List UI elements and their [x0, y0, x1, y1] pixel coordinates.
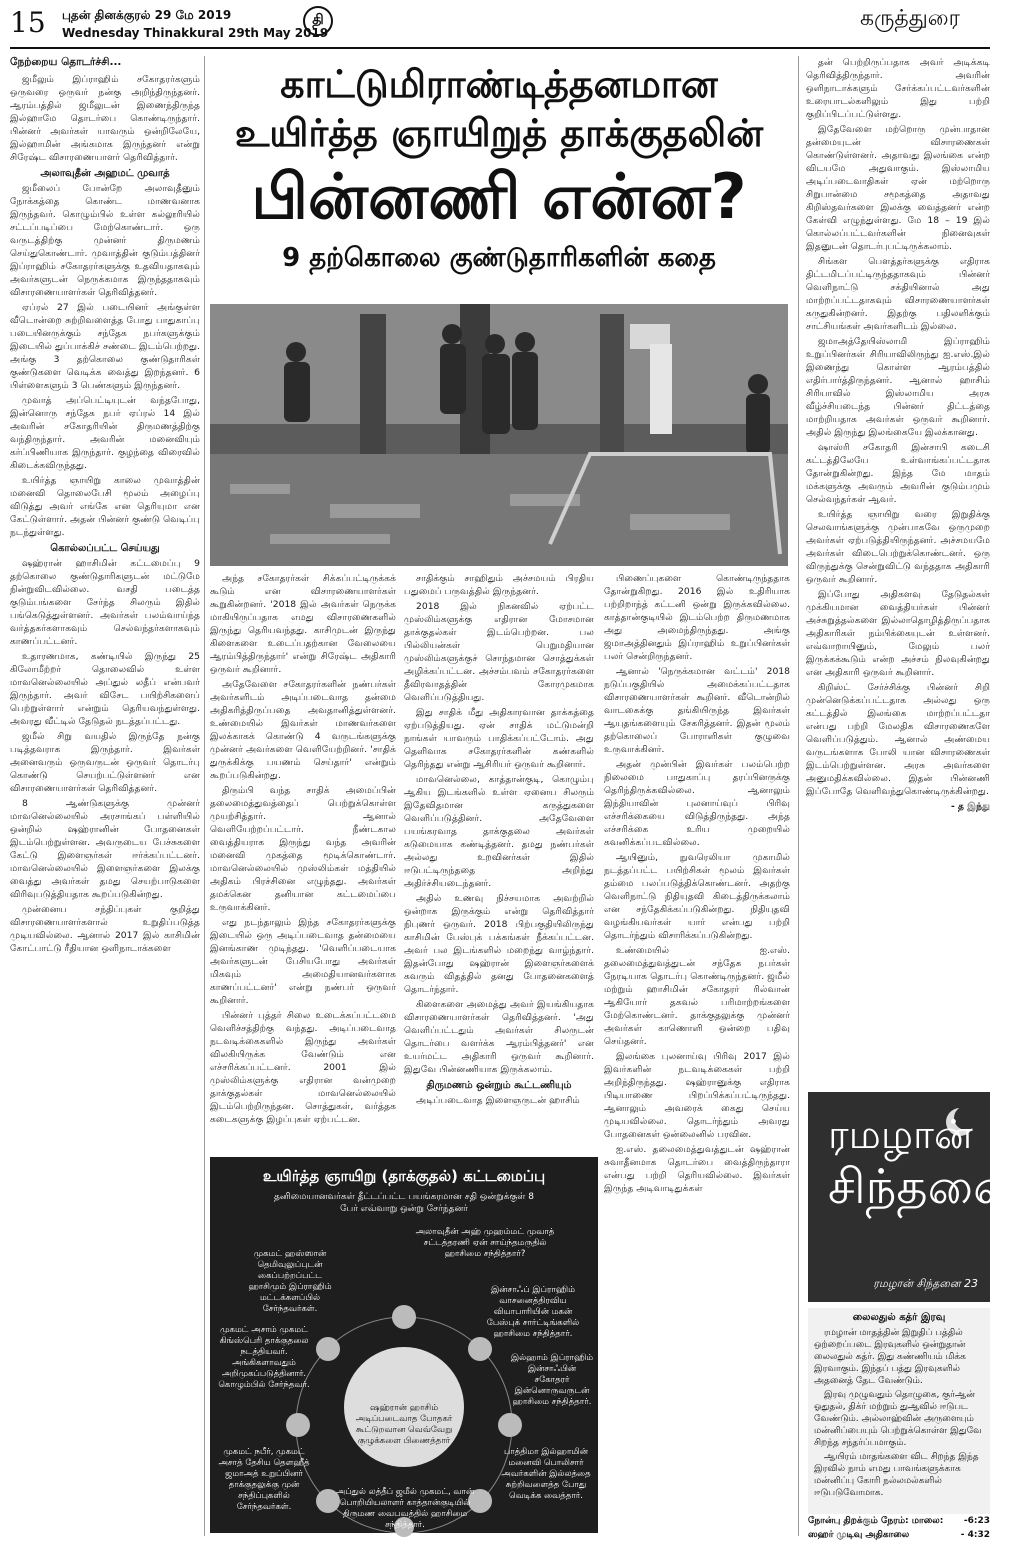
paragraph: இதேவேளை மற்றொரு முன்பாதான தன்மையுடன் விசாரணைகள் கொண்டுள்ளனர். அதாவது இலங்கை என்ற விடயமே அதுவாகும். இஸ்லாமிய அடிப்படைவாதிகள் ஏன் மற்றொரு சிறுபான்மை சமூகத்தை அதாவது கிறிஸ்தவர்களை இலக்கு வைத்தனர் என்ற கேள்வி எழுந்துள்ளது. மே 18 – 19 இல் கொல்லப்பட்டவர்களின் நினைவுகள் இதனுடன் தொடர்புபட்டிருக்கலாம்.	[806, 124, 990, 252]
ramzan-article	[808, 1308, 990, 1514]
ramzan-subtitle: ரமழான் சிந்தனை 23	[873, 1277, 978, 1290]
subheading: அலாவுதீன் அஹமட் முவாத்	[40, 168, 170, 179]
paragraph: ஜமீலும் இப்ராஹிம் சகோதரர்களும் ஒருவரை ஒருவர் நன்கு அறிந்திருந்தனர். ஆரம்பத்தில் ஜமீலுடன் இணைந்திருந்த இல்ஹாமே தொடர்பை கொண்டிருந்தார். பின்னர் அவர்கள் யாவரும் ஒன்றிலேயே, இல்ஹாமின் அங்கமாக இருந்தனர் என்று சிரேஷ்ட விசாரணையாளர் தெரிவித்தார்.	[10, 74, 200, 163]
paragraph: ரமழான் மாதத்தின் இறுதிப் பத்தில் ஒற்றைப்படை இரவுகளில் ஒன்றுதான் லைலதுல் கத்ர். இது கண்ணியம் மிக்க இரவாகும். இந்தப் பத்து இரவுகளில் அதனைத் தேட வேண்டும்.	[814, 1328, 966, 1386]
node-label: முகமட் ஹஸ்ஸான் தெமிவுலுப்புடன் கைப்பற்றப்பட்ட ஹாசிமும் இப்ராஹிம் மட்டக்களப்பில் சேர்ந்தவர்கள்.	[248, 1249, 332, 1314]
paragraph: அந்த சகோதரர்கள் சிக்கப்பட்டிருக்கக் கூடும் என விசாரணையாளர்கள் கூறுகின்றனர். '2018 இல் அவர்கள் நெருக்க மாகியிருப்பதாக எமது விசாரணைகளில் இருந்து தெரியவந்தது. காசிமுடன் இருந்து கிளைகளை உடைப்பதற்கான வேலையை ஆரம்பித்திருந்தார்' என்று சிரேஷ்ட அதிகாரி ஒருவர் கூறினார்.	[210, 573, 396, 675]
paragraph: தன் பெற்றிருப்பதாக அவர் அடிக்கடி தெரிவித்திருந்தார். அவரின் ஒளிநாடாக்களும் சேர்க்கப்பட்டவர்களின் உரையாடல்களிலும் இது பற்றி குறிப்பிடப்பட்டுள்ளது.	[806, 57, 990, 120]
paragraph: முவாத் அப்பெட்டியுடன் வந்தபோது, இன்னொரு சந்தேக நபர் ஏப்ரல் 14 இல் அவரின் சகோதரியின் திருமணத்திற்கு வந்திருந்தார். அவரின் மனைவியும் கர்ப்பிணியாக இருந்தார். குழந்தை விரைவில் கிடைக்கவிருந்தது.	[10, 395, 200, 471]
column-3	[404, 572, 594, 1152]
ramzan-banner	[808, 1092, 1020, 1302]
paragraph: இது சாதிக் மீது அதிகாரவான தாக்கத்தை ஏற்படுத்தியது. ஏன் சாதிக் மட்டுமன்றி நாங்கள் யாவரும் பாதிக்கப்பட்டோம். அது தெளிவாக சகோதரர்களின் கண்களில் தெரிந்தது என்று ஆசிரியர் ஒருவர் கூறினார்.	[404, 707, 594, 770]
section-title: கருத்துரை	[859, 6, 960, 31]
ramzan-title-2: சிந்தனை	[828, 1159, 1020, 1215]
paragraph: ஐ.எஸ். தலைமைத்துவத்துடன் ஷஹ்ரான் சுவாதீனமாக தொடர்பை வைத்திருந்தாரா என்பது பற்றி தெரியவில்லை. இவர்கள் இருந்த அடிவாடிதுக்கள்	[604, 1144, 790, 1194]
date-line-english: Wednesday Thinakkural 29th May 2019	[62, 26, 329, 40]
paragraph: சாதிக்கும் சாஹிதும் அச்சமயம் பிரதிய பதுமைப் பருவத்தில் இருந்தனர்.	[404, 573, 594, 597]
node-label: அப்துல் லத்தீப் ஜமீல் முகமட், வான் பொறியியலாளர் காத்தான்குடியில் திருமண வைபவத்தில் ஹாசிமை சந்தித்தார்.	[335, 1487, 475, 1530]
column-divider	[204, 56, 205, 1536]
paragraph: திரும்பி வந்த சாதிக் அமைப்பின் தலைமைத்துவத்தைப் பெற்றுக்கொள்ள முயற்சித்தார். ஆனால் வெளியேற்றப்பட்டார். நீண்டகால வைத்தியராக இருந்து வந்த அவரின் மனைவி முகத்தை மூடிக்கொண்டார். மாவனெல்லையில் முஸ்லிம்கள் மத்தியில் அதிகம் பிரச்சினை எழுந்தது. அவர்கள் தமக்கென தனியான கட்டமைப்பை உருவாக்கினர்.	[210, 785, 396, 913]
headline-line-3: பின்னணி என்ன?	[251, 160, 747, 233]
node-label: முகமட் நபீர், முகமட் அசாத் தேசிய தௌஹீத் ஜமாஅத் உறுப்பினர் தாக்குதலுக்கு முன் சந்திப்புகளில் சேர்ந்தவர்கள்.	[218, 1447, 310, 1512]
paragraph: ஜமாஅத்தேயிஸ்லாமி இப்ராஹிம் உறுப்பினர்கள் சிரியாவிலிருந்து ஐ.எஸ்.இல் இணைந்து கொள்ள ஆரம்பத்தில் எதிர்பார்த்திருந்தனர். ஆனால் ஹாசிம் சிரியாவில் இஸ்லாமிய அரசு வீழ்ச்சியடைந்த பின்னர் திட்டத்தை மாற்றியதாக அவர்கள் ஒருவர் கூறினார். அதில் இருந்து இலங்கையே இலக்கானது.	[806, 336, 990, 438]
paragraph: ஆயினும், நுவரெலியா முகாமில் நடத்தப்பட்ட பயிற்சிகள் மூலம் இவர்கள் தம்மை பலப்படுத்திக்கொண்டனர். அதற்கு வெளிநாட்டு நிதியுதவி கிடைத்திருக்கலாம் என சந்தேகிக்கப்படுகின்றது. நிதியுதவி வழங்கியவர்கள் யார் என்பது பற்றி தொடர்ந்தும் விசாரிக்கப்படுகின்றது.	[604, 852, 790, 941]
iftar-label: நோன்பு திறக்கும் நேரம்: மாலை:	[808, 1516, 944, 1526]
paragraph: அதேவேளை சகோதரர்களின் நண்பர்கள் அவர்களிடம் அடிப்படைவாத தன்மை அதிகரித்திருப்பதை அவதானித்துள்ளனர். உண்மையில் இவர்கள் மாணவர்களை இலக்காகக் கொண்டு 4 வருடங்களுக்கு முன்னர் அவர்களை வெளியேற்றினர். 'சாதிக் துருக்கிக்கு பயணம் செய்தார்' என்றும் கூறப்படுகின்றது.	[210, 679, 396, 781]
paragraph: ஏப்ரல் 27 இல் படையினர் அங்குள்ள வீடொன்றை சுற்றிவளைத்த போது பாதுகாப்பு படையினருக்கும் சந்தேக நபர்களுக்கும் இடையில் துப்பாக்கிச் சண்டை இடம்பெற்றது. அங்கு 3 தற்கொலை குண்டுதாரிகள் குண்டுகளை வெடிக்க வைத்து இறந்தனர். 6 பிள்ளைகளும் 3 பெண்களும் இருந்தனர்.	[10, 302, 200, 391]
node-label: முகமட் அசாம் முகமட் கிங்ஸ்பெரி தாக்குதலை நடத்தியவர். அங்கிகளாவதும் அறிமுகப்படுத்தினார். கொழும்பில் சேர்ந்தவர்.	[218, 1325, 310, 1390]
paragraph: இரவு முழுவதும் தொழுகை, குர்ஆன் ஓதுதல், திக்ர் மற்றும் துஆவில் ஈடுபட வேண்டும். அல்லாஹ்வின் அருளையும் மன்னிப்பையும் பெற்றுக்கொள்ள இதுவே சிறந்த சந்தர்ப்பமாகும்.	[814, 1390, 982, 1448]
paragraph: ஜமீலைப் போன்றே அலாவுதீனும் நோக்கத்தை கொண்ட மாணவனாக இருந்தவர். கொழும்பில் உள்ள கல்லூரியில் சட்டப்படிப்பை மேற்கொண்டார். ஒரு வருடத்திற்கு முன்னர் திருமணம் செய்துகொண்டார். முவாத்தின் குடும்பத்தினர் இப்ராஹிம் சகோதரர்களுக்கு உதவியதாகவும் அவர்களுடன் நெருக்கமாக இருந்ததாகவும் விசாரணையாளர்கள் தெரிவித்தனர்.	[10, 183, 200, 298]
headline-line-1: காட்டுமிராண்டித்தனமான	[280, 62, 718, 106]
column-5	[806, 56, 990, 1086]
paragraph: முன்னைய சந்திப்புகள் குறித்து விசாரணையாளர்களால் உறுதிப்படுத்த முடியவில்லை. ஆனால் 2017 இல் காசிமின் கோட்பாட்டு ரீதியான ஒளிநாடாக்களை	[10, 904, 200, 954]
paragraph: அதில் உணவு நிச்சயமாக அவற்றில் ஒன்றாக இருக்கும் என்று தெரிவித்தார் நிபுணர் ஒருவர். 2018 பிற்பகுதியிலிருந்து காசிமின் பேஸ்புக் பக்கங்கள் நீக்கப்பட்டன. அவர் பல இடங்களில் மறைந்து வாழ்ந்தார். இதன்போது ஷஹ்ரான் இளைஞர்களைக் கவரும் விதத்தில் தனது போதனைகளைத் தொடர்ந்தார்.	[404, 893, 594, 995]
network-infographic	[210, 1157, 598, 1533]
paragraph: இலங்கை புலனாய்வு பிரிவு 2017 இல் இவர்களின் நடவடிக்கைகள் பற்றி அறிந்திருந்தது. ஷஹ்ரானுக்கு எதிராக பிடியாணை பிறப்பிக்கப்பட்டிருந்தது. ஆனாலும் அவரைக் கைது செய்ய முடியவில்லை. தொடர்ந்தும் அவரது போதனைகள் ஒன்லைனில் பரவின.	[604, 1051, 790, 1140]
paragraph: அடிப்படைவாத இளைஞருடன் ஹாசிம்	[416, 1095, 580, 1106]
paragraph: சிங்கள பௌத்தர்களுக்கு எதிராக திட்டமிடப்பட்டிருந்ததாகவும் பின்னர் வெளிநாட்டு சக்தியினால் அது மாற்றப்பட்டதாகவும் விசாரணையாளர்கள் கருதுகின்றனர். இதற்கு பதிலளிக்கும் சாட்சியங்கள் அவர்களிடம் இல்லை.	[806, 256, 990, 332]
paragraph: உயிர்த்த ஞாயிறு காலை முவாத்தின் மனைவி தொலைபேசி மூலம் அழைப்பு விடுத்து அவர் எங்கே என தெரியுமா என கேட்டுள்ளார். அதன் பின்னர் குண்டு வெடிப்பு நடந்துள்ளது.	[10, 475, 200, 538]
paragraph: உயிர்த்த ஞாயிறு வரை இறுதிக்கு செலவாங்களுக்கு முன்பாகவே ஒருமுறை அவர்கள் ஏற்படுத்தியிருந்தனர். அச்சமயமே அவர்கள் விடைபெற்றுக்கொண்டனர். ஒரு விருந்துக்கு சென்றுவிட்டு வந்ததாக அதிகாரி ஒருவர் கூறினார்.	[806, 509, 990, 585]
paragraph: 2018 இல் நிகனவில் ஏற்பட்ட முஸ்லிம்களுக்கு எதிரான மோசமான தாக்குதல்கள் இடம்பெற்றன. பல பில்லியன்கள் பெறுமதியான முஸ்லிம்களுக்குச் சொந்தமான சொத்துக்கள் அழிக்கப்பட்டன. அச்சம்பவம் சகோதரர்களை தீவிரவாதத்தின் கோரமுகமாக வெளிப்படுத்தியது.	[404, 601, 594, 703]
subheading: கொல்லப்பட்ட செய்யது	[50, 543, 160, 554]
node-label: பாத்திமா இல்ஹாமின் மனைவி பொலிசார் அவர்களின் இல்லத்தை சுற்றிவளைத்த போது வெடிக்க வைத்தார்.	[501, 1447, 591, 1501]
page-number: 15	[10, 6, 46, 39]
iftar-time: -6:23	[963, 1516, 990, 1526]
sahar-label: ஸஹர் முடிவு அதிகாலை	[808, 1530, 910, 1540]
paragraph: உண்மையில் ஐ.எஸ். தலைமைத்துவத்துடன் சந்தேக நபர்கள் நேரடியாக தொடர்பு கொண்டிருந்தனர். ஜமீல் மற்றும் ஹாசிமின் சகோதரர் ரில்வான் ஆகியோர் தகவல் பரிமாற்றங்களை மேற்கொண்டனர். தாக்குதலுக்கு முன்னர் அவர்கள் காணொளி ஒன்றை பதிவு செய்தனர்.	[604, 945, 790, 1047]
column-2	[210, 572, 396, 1152]
infographic-subtitle: தனிமையானவர்கள் தீட்டப்பட்ட பயங்கரமான சதி ஒன்றுக்குள் 8 பேர் எவ்வாறு ஒன்று சேர்ந்தனர்	[273, 1192, 534, 1214]
paragraph: பின்னர் புத்தர் சிலை உடைக்கப்பட்டமை வெளிச்சத்திற்கு வந்தது. அடிப்படைவாத நடவடிக்கைகளில் இருந்து அவர்கள் விலகியிருக்க வேண்டும் என எச்சரிக்கப்பட்டனர். 2001 இல் முஸ்லிம்களுக்கு எதிரான வன்முறை தாக்குதல்கள் மாவனெல்லையில் இடம்பெற்றிருந்தன. சொத்துகள், வர்த்தக கடைகளுக்கு இழப்புகள் ஏற்பட்டன.	[210, 1010, 396, 1125]
paragraph: எது நடந்தாலும் இந்த சகோதரர்களுக்கு இடையில் ஒரு அடிப்படைவாத தன்மையை இனங்காண முடிந்தது. 'வெளிப்படையாக அவர்களுடன் பேசியபோது அவர்கள் மிகவும் அமைதியானவர்களாக காணப்பட்டனர்' என்று நண்பர் ஒருவர் கூறினார்.	[210, 917, 396, 1006]
headline-line-2: உயிர்த்த ஞாயிறுத் தாக்குதலின்	[234, 111, 764, 155]
sahar-time: - 4:32	[960, 1530, 990, 1540]
iftar-time-row	[808, 1516, 990, 1527]
column-1	[10, 56, 200, 1536]
ramzan-title-1: ரமழான்	[828, 1112, 973, 1158]
headline-subtitle: 9 தற்கொலை குண்டுதாரிகளின் கதை	[282, 243, 716, 273]
church-damage-photo	[210, 304, 788, 566]
newspaper-logo: தி	[303, 6, 333, 36]
infographic-title: உயிர்த்த ஞாயிறு (தாக்குதல்) கட்டமைப்பு	[262, 1167, 546, 1185]
article-headline	[210, 60, 788, 276]
paragraph: கிளைகளை அமைத்து அவர் இயங்கியதாக விசாரணையாளர்கள் தெரிவித்தனர். 'அது வெளிப்பட்டதும் அவர்கள் சிலருடன் தொடர்பை வளர்க்க ஆரம்பித்தனர்' என உயர்மட்ட அதிகாரி ஒருவர் கூறினார். இதுவே பின்னணியாக இருக்கலாம்.	[404, 999, 594, 1075]
paragraph: ஆயிரம் மாதங்களை விட சிறந்த இந்த இரவில் நாம் எமது பாவங்களுக்காக மன்னிப்பு கோரி நல்லமல்களில் ஈடுபடுவோமாக.	[814, 1452, 979, 1498]
paragraph: அதன் முன்பின் இவர்கள் பலம்பெற்ற நிலைமை பாதுகாப்பு தரப்பினருக்கு தெரிந்திருக்கவில்லை. ஆனாலும் இந்தியாவின் புலனாய்வுப் பிரிவு எச்சரிக்கையை விடுத்திருந்தது. அந்த எச்சரிக்கை உரிய முறையில் கவனிக்கப்படவில்லை.	[604, 759, 790, 848]
node-label: இல்ஹாம் இப்ராஹிம் இன்சாஃபின் சகோதரர் இன்னொருவருடன் ஹாசிமை சந்தித்தார்.	[510, 1353, 594, 1407]
column-4	[604, 572, 790, 1536]
paragraph: மாவனெல்லை, காத்தான்குடி, கொழும்பு ஆகிய இடங்களில் உள்ள ஏனைய சிலரும் இதேவிதமான கருத்துகளை வெளிப்படுத்தினர். அதேவேளை பயங்கரவாத தாக்குதலை அவர்கள் கடுமையாக கண்டித்தனர். தமது நண்பர்கள் அல்லது உறவினர்கள் இதில் ஈடுபட்டிருந்ததை அறிந்து அதிர்ச்சியடைந்தனர்.	[404, 774, 594, 889]
column-divider	[798, 56, 799, 1536]
paragraph: கிறிஸ்ட் சேர்ச்சிக்கு பின்னர் சிறி முன்னெடுக்கப்பட்டதாக அல்லது ஒரு கட்டத்தில் இலங்கை மாற்றப்பட்டதா என்பது பற்றி மேலதிக விசாரணைகளே வெளிப்படுத்தும். ஆனால் அண்மைய வருடங்களாக போலி யான விசாரணைகள் இடம்பெற்றுள்ளன. அரசு அவர்களை அனுமதிக்கவில்லை. இதன் பின்னணி இப்போதே வெளிவந்துகொண்டிருக்கின்றது.	[806, 682, 990, 797]
sahar-time-row	[808, 1530, 990, 1541]
paragraph: ஷஹ்ரான் ஹாசிமின் கட்டமைப்பு 9 தற்கொலை குண்டுதாரிகளுடன் மட்டுமே நின்றுவிடவில்லை. வசதி படைத்த குடும்பங்களை சேர்ந்த சிலரும் இதில் பங்கெடுத்துள்ளனர். அவர்கள் பலம்வாய்ந்த வர்த்தகர்களாகவும் செல்வந்தர்களாகவும் காணப்பட்டனர்.	[10, 558, 200, 647]
subheading: திருமணம் ஒன்றும் கூட்டணியும்	[426, 1080, 572, 1091]
paragraph: ஷாஸ்ரி சகோதரி இன்சாபி கடைசி கட்டத்திலேயே உள்வாங்கப்பட்டதாக தோன்றுகின்றது. இந்த மே மாதம் மக்களுக்கு அவரும் அவரின் குடும்பமும் செல்வந்தர்கள் ஆவர்.	[806, 442, 990, 505]
article-credit: - த இந்து	[951, 801, 990, 812]
paragraph: ஜமீல் சிறு வயதில் இருந்தே நன்கு படித்தவராக இருந்தார். இவர்கள் அனைவரும் ஒருவருடன் ஒருவர் தொடர்பு கொண்டு செயற்பட்டுள்ளனர் என விசாரணையாளர்கள் தெரிவித்தனர்.	[10, 731, 200, 794]
paragraph: உதாரணமாக, கண்டியில் இருந்து 25 கிலோமீற்றர் தொலைவில் உள்ள மாவனெல்லையில் அப்துல் லதீப் என்பவர் இருந்தார். அவர் விசேட பயிற்சிகளைப் பெற்றுள்ளார் என்றும் தெரியவந்துள்ளது. அவரது வீட்டில் தேடுதல் நடத்தப்பட்டது.	[10, 651, 200, 727]
paragraph: இப்போது அதிகளவு தேடுதல்கள் முக்கியமான வைத்தியர்கள் பின்னர் அச்சுறுத்தல்களை இல்லாதொழித்திருப்பதாக அதிகாரிகள் நம்பிக்கையுடன் உள்ளனர். எவ்வாறாயினும், மேலும் பலர் இருக்கக்கூடும் என்ற அச்சம் நிலவுகின்றது என அதிகாரி ஒருவர் கூறினார்.	[806, 589, 990, 678]
node-label: அலாவுதீன் அஹ் முஹம்மட் முவாத் சட்டத்தரணி ஏன் சாய்ந்தமருதில் ஹாசிமை சந்தித்தார்?	[415, 1227, 555, 1259]
central-figure: ஷஹ்ரான் ஹாசிம் அடிப்படைவாத போதகர் கூட்டுறவான வெவ்வேறு குழுக்களை பிணைத்தார்	[344, 1347, 464, 1467]
paragraph: ஆனால் 'நெருக்கமான வட்டம்' 2018 நடுப்பகுதியில் அமைக்கப்பட்டதாக விசாரணையாளர்கள் கூறினர். வீடொன்றில் வாடகைக்கு தங்கியிருந்த இவர்கள் ஆயுதங்களையும் சேகரித்தனர். இதன் மூலம் தற்கொலைப் போராளிகள் குழுவை உருவாக்கினர்.	[604, 666, 790, 755]
node-label: இன்சாஃப் இப்ராஹிம் வாசனைத்திரவிய வியாபாரியின் மகன் பேஸ்புக் சார்ட்டிங்களில் ஹாசிமை சந்தித்தார்.	[486, 1285, 580, 1339]
page-header	[0, 0, 1000, 46]
header-rule	[10, 47, 990, 49]
paragraph: பிணைப்புகளை கொண்டிருந்ததாக தோன்றுகிறது. 2016 இல் உதிரியாக பற்றிறாந்த் கட்டனி ஒன்று இருக்கவில்லை. காத்தான்குடியில் இடம்பெற்ற திருமணமாக அது அமைந்திருந்தது. அங்கு ஜமாஅத்தினதும் இப்ராஹிம் உறுப்பினர்கள் பலர் சென்றிருந்தனர்.	[604, 573, 790, 662]
paragraph: 8 ஆண்டுகளுக்கு முன்னர் மாவனெல்லையில் அரசாங்கப் பள்ளியில் ஒன்றில் ஷஹ்ரானின் போதனைகள் இடம்பெற்றுள்ளன. அவருடைய பேச்சுகளை கேட்டு இளைஞர்கள் ஈர்க்கப்பட்டனர். மாவனெல்லையில் இளைஞர்களை இலக்கு வைத்து அவர்கள் தமது செயற்பாடுகளை விரிவுபடுத்தியதாக கூறப்படுகின்றது.	[10, 798, 200, 900]
continued-label: நேற்றைய தொடர்ச்சி...	[10, 56, 122, 68]
photo-illustration	[210, 304, 788, 566]
date-line-tamil: புதன் தினக்குரல் 29 மே 2019	[62, 8, 232, 22]
ramzan-heading: லைலதுல் கத்ர் இரவு	[852, 1312, 946, 1323]
